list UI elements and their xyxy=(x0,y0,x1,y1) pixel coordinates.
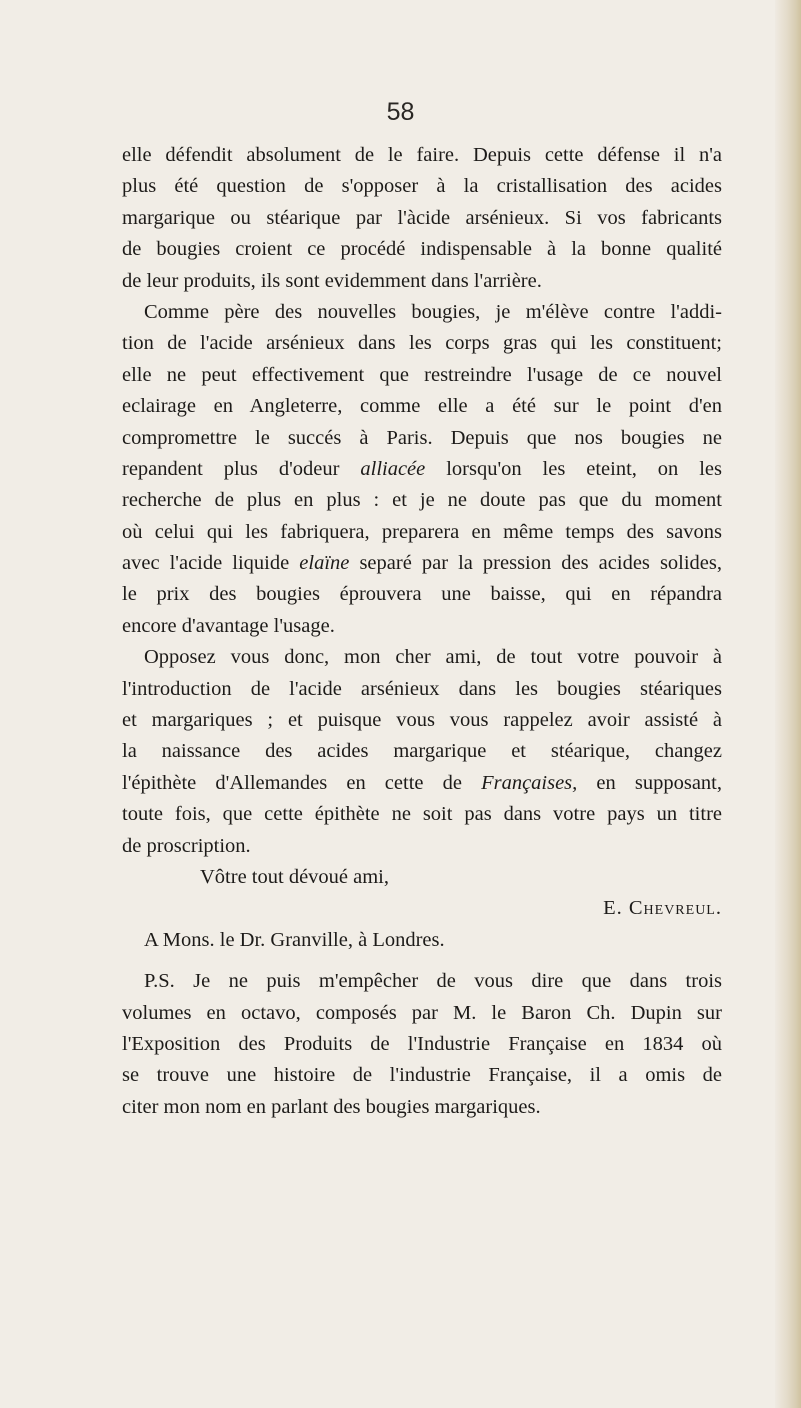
text-line: où celui qui les fabriquera, preparera en même temps des savons xyxy=(122,520,722,543)
italic-word: elaïne xyxy=(299,552,350,575)
addressee: A Mons. le Dr. Granville, à Londres. xyxy=(144,928,445,951)
signature-name: E. Chevreul. xyxy=(603,897,722,920)
signature xyxy=(122,893,722,924)
text-line xyxy=(122,454,722,485)
page-number: 58 xyxy=(386,98,415,126)
postscript-line: P.S. Je ne puis m'empêcher de vous dire que dans trois xyxy=(144,970,722,993)
text-line: elle ne peut effectivement que restreindre l'usage de ce nouvel xyxy=(122,363,722,386)
letter-text xyxy=(122,140,722,1123)
text-line: plus été question de s'opposer à la cristallisation des acides xyxy=(122,175,722,198)
text-fragment: avec l'acide liquide xyxy=(122,552,290,575)
postscript-line: citer mon nom en parlant des bougies margariques. xyxy=(122,1095,541,1118)
text-fragment: l'épithète d'Allemandes en cette de xyxy=(122,771,462,794)
text-line: et margariques ; et puisque vous vous rappelez avoir assisté à xyxy=(122,709,722,732)
text-line: de leur produits, ils sont evidemment dans l'arrière. xyxy=(122,269,542,292)
text-line: toute fois, que cette épithète ne soit pas dans votre pays un titre xyxy=(122,803,722,826)
postscript-line: volumes en octavo, composés par M. le Baron Ch. Dupin sur xyxy=(122,1001,722,1024)
text-fragment: lorsqu'on les eteint, on les xyxy=(446,457,722,480)
salutation: Vôtre tout dévoué ami, xyxy=(200,865,390,888)
text-line xyxy=(122,768,722,799)
text-fragment: repandent plus d'odeur xyxy=(122,457,340,480)
text-line: encore d'avantage l'usage. xyxy=(122,614,335,637)
postscript-line: l'Exposition des Produits de l'Industrie Française en 1834 où xyxy=(122,1032,722,1055)
text-line: elle défendit absolument de le faire. Depuis cette défense il n'a xyxy=(122,144,722,166)
text-line: l'introduction de l'acide arsénieux dans les bougies stéariques xyxy=(122,677,722,700)
text-line: recherche de plus en plus : et je ne doute pas que du moment xyxy=(122,489,722,512)
italic-word: alliacée xyxy=(360,457,426,480)
italic-word: Françaises, xyxy=(481,771,578,794)
text-line: Comme père des nouvelles bougies, je m'élève contre l'addi- xyxy=(144,300,722,323)
page-edge-shadow xyxy=(775,0,801,1408)
text-line: compromettre le succés à Paris. Depuis que nos bougies ne xyxy=(122,426,722,449)
text-line: tion de l'acide arsénieux dans les corps gras qui les constituent; xyxy=(122,332,722,355)
text-line: margarique ou stéarique par l'àcide arsénieux. Si vos fabricants xyxy=(122,206,722,229)
text-line: eclairage en Angleterre, comme elle a été sur le point d'en xyxy=(122,395,722,418)
text-fragment: separé par la pression des acides solides, xyxy=(359,552,723,575)
text-line: Opposez vous donc, mon cher ami, de tout votre pouvoir à xyxy=(144,646,722,669)
text-line: de proscription. xyxy=(122,834,251,857)
text-line: de bougies croient ce procédé indispensable à la bonne qualité xyxy=(122,238,722,261)
text-line: la naissance des acides margarique et stéarique, changez xyxy=(122,740,722,763)
text-fragment: en supposant, xyxy=(596,771,722,794)
text-line xyxy=(122,548,722,579)
text-line: le prix des bougies éprouvera une baisse, qui en répandra xyxy=(122,583,722,606)
postscript-line: se trouve une histoire de l'industrie Française, il a omis de xyxy=(122,1064,722,1087)
